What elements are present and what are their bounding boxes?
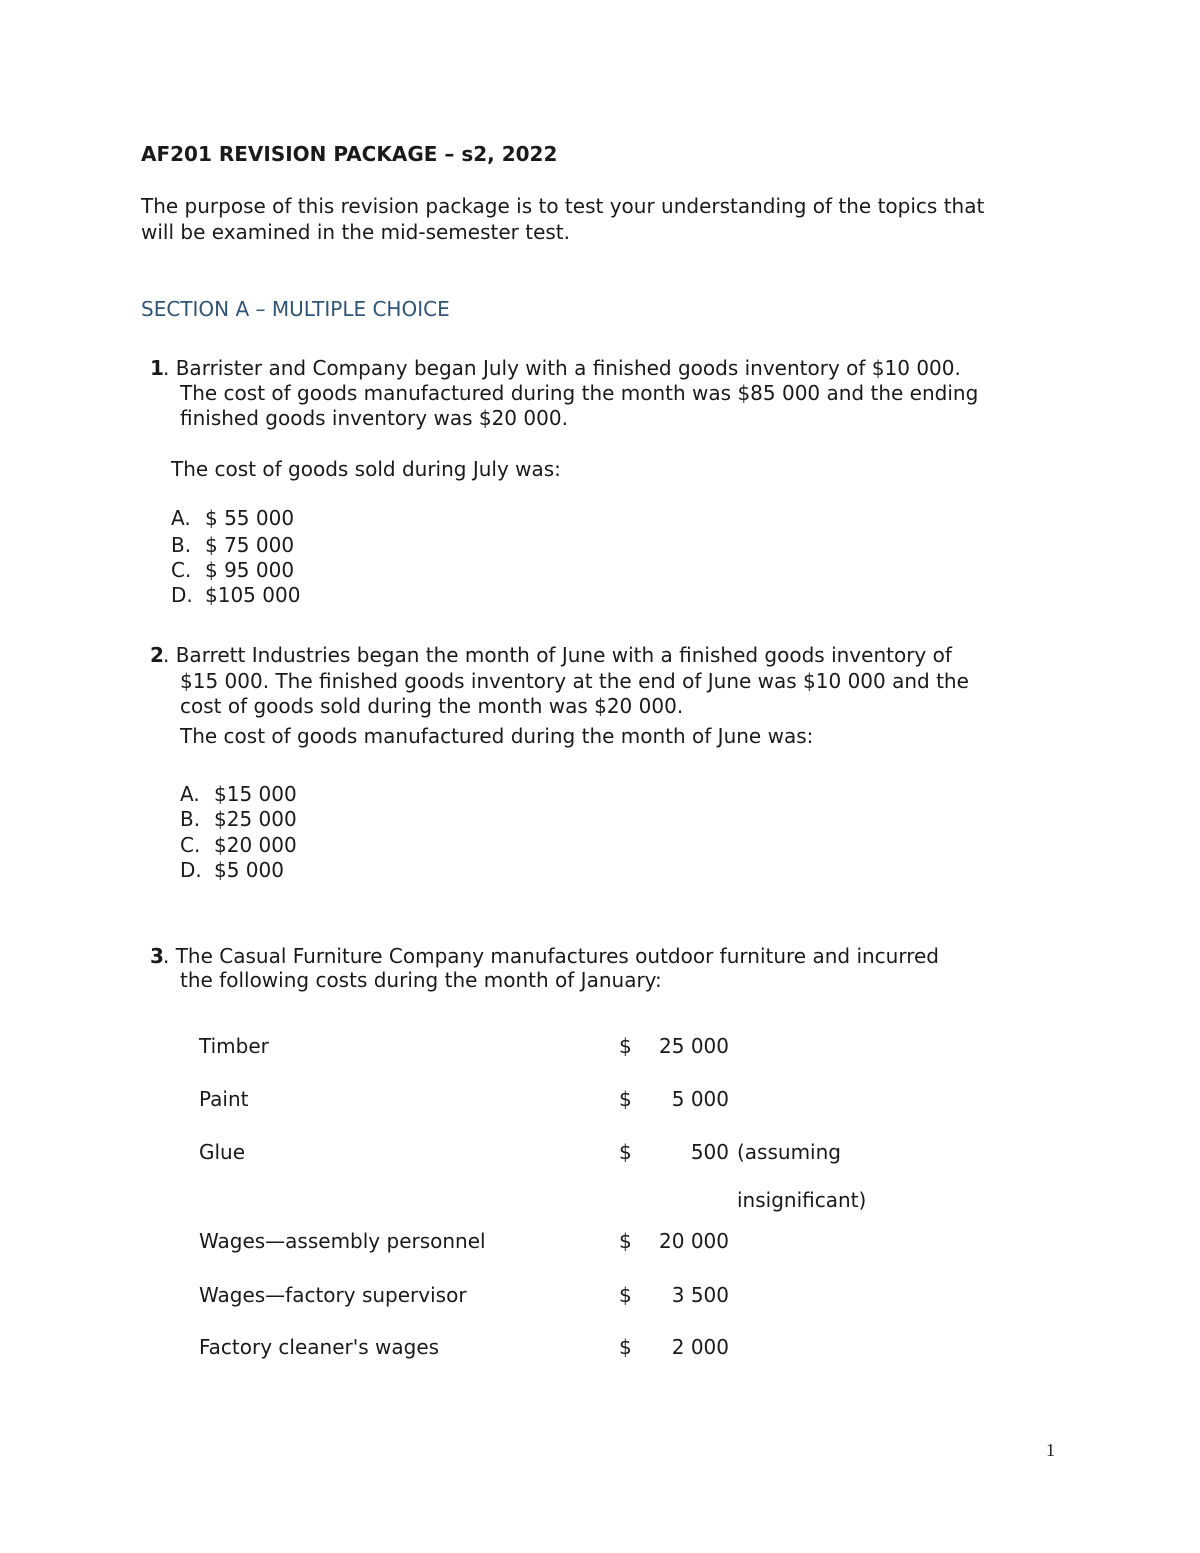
option-text: $ 75 000 — [205, 533, 295, 557]
question-number: 1 — [150, 356, 164, 380]
cost-row — [199, 1034, 899, 1064]
cost-currency: $ — [619, 1335, 632, 1359]
cost-name: Paint — [199, 1087, 249, 1111]
document-title: AF201 REVISION PACKAGE – s2, 2022 — [141, 142, 558, 166]
question-text-line: cost of goods sold during the month was $20 000. — [180, 694, 684, 718]
cost-name: Wages—factory supervisor — [199, 1283, 467, 1307]
option-label: C. — [180, 833, 201, 857]
cost-amount: 500 — [690, 1140, 729, 1164]
cost-currency: $ — [619, 1140, 632, 1164]
cost-row — [199, 1087, 899, 1117]
option-label: B. — [171, 533, 192, 557]
option-label: A. — [180, 782, 200, 806]
cost-name: Wages—assembly personnel — [199, 1229, 486, 1253]
cost-currency: $ — [619, 1229, 632, 1253]
cost-row — [199, 1229, 899, 1259]
question-text-line: The cost of goods manufactured during the month was $85 000 and the ending — [180, 381, 979, 405]
answer-option[interactable] — [171, 558, 294, 583]
cost-row — [199, 1140, 899, 1220]
answer-option[interactable] — [180, 782, 297, 807]
cost-name: Glue — [199, 1140, 246, 1164]
cost-name: Timber — [199, 1034, 269, 1058]
question-number: 2 — [150, 643, 164, 667]
option-label: C. — [171, 558, 192, 582]
cost-row — [199, 1335, 899, 1365]
option-text: $25 000 — [214, 807, 297, 831]
option-label: B. — [180, 807, 201, 831]
question-prompt: The cost of goods sold during July was: — [171, 457, 561, 481]
cost-amount: 3 500 — [671, 1283, 729, 1307]
answer-option[interactable] — [180, 807, 297, 832]
cost-name: Factory cleaner's wages — [199, 1335, 440, 1359]
question-text-line: finished goods inventory was $20 000. — [180, 406, 568, 430]
question-text-line: . The Casual Furniture Company manufactures outdoor furniture and incurred — [163, 944, 940, 968]
option-label: D. — [180, 858, 202, 882]
answer-option[interactable] — [180, 833, 297, 858]
answer-option[interactable] — [180, 858, 284, 883]
intro-line-1: The purpose of this revision package is to test your understanding of the topics that — [141, 194, 985, 218]
cost-row — [199, 1283, 899, 1313]
question-text-line: $15 000. The finished goods inventory at the end of June was $10 000 and the — [180, 669, 969, 693]
option-label: D. — [171, 583, 193, 607]
option-text: $ 95 000 — [205, 558, 295, 582]
question-text-line: . Barrett Industries began the month of June with a finished goods inventory of — [163, 643, 952, 667]
question-text-line: the following costs during the month of January: — [180, 968, 662, 992]
cost-amount: 25 000 — [659, 1034, 729, 1058]
cost-currency: $ — [619, 1034, 632, 1058]
option-label: A. — [171, 506, 191, 530]
answer-option[interactable] — [171, 533, 294, 558]
option-text: $5 000 — [214, 858, 284, 882]
option-text: $105 000 — [205, 583, 301, 607]
cost-currency: $ — [619, 1087, 632, 1111]
option-text: $ 55 000 — [205, 506, 295, 530]
cost-currency: $ — [619, 1283, 632, 1307]
answer-option[interactable] — [171, 583, 300, 608]
option-text: $20 000 — [214, 833, 297, 857]
question-number: 3 — [150, 944, 164, 968]
page-number: 1 — [1046, 1440, 1055, 1460]
question-text-line: . Barrister and Company began July with a finished goods inventory of $10 000. — [163, 356, 961, 380]
section-heading: SECTION A – MULTIPLE CHOICE — [141, 297, 450, 321]
question-prompt: The cost of goods manufactured during the month of June was: — [180, 724, 814, 748]
cost-amount: 5 000 — [671, 1087, 729, 1111]
cost-note: (assuming insignificant) — [737, 1140, 867, 1212]
intro-line-2: will be examined in the mid-semester test. — [141, 220, 571, 244]
answer-option[interactable] — [171, 506, 294, 531]
option-text: $15 000 — [214, 782, 297, 806]
cost-amount: 2 000 — [671, 1335, 729, 1359]
cost-amount: 20 000 — [659, 1229, 729, 1253]
